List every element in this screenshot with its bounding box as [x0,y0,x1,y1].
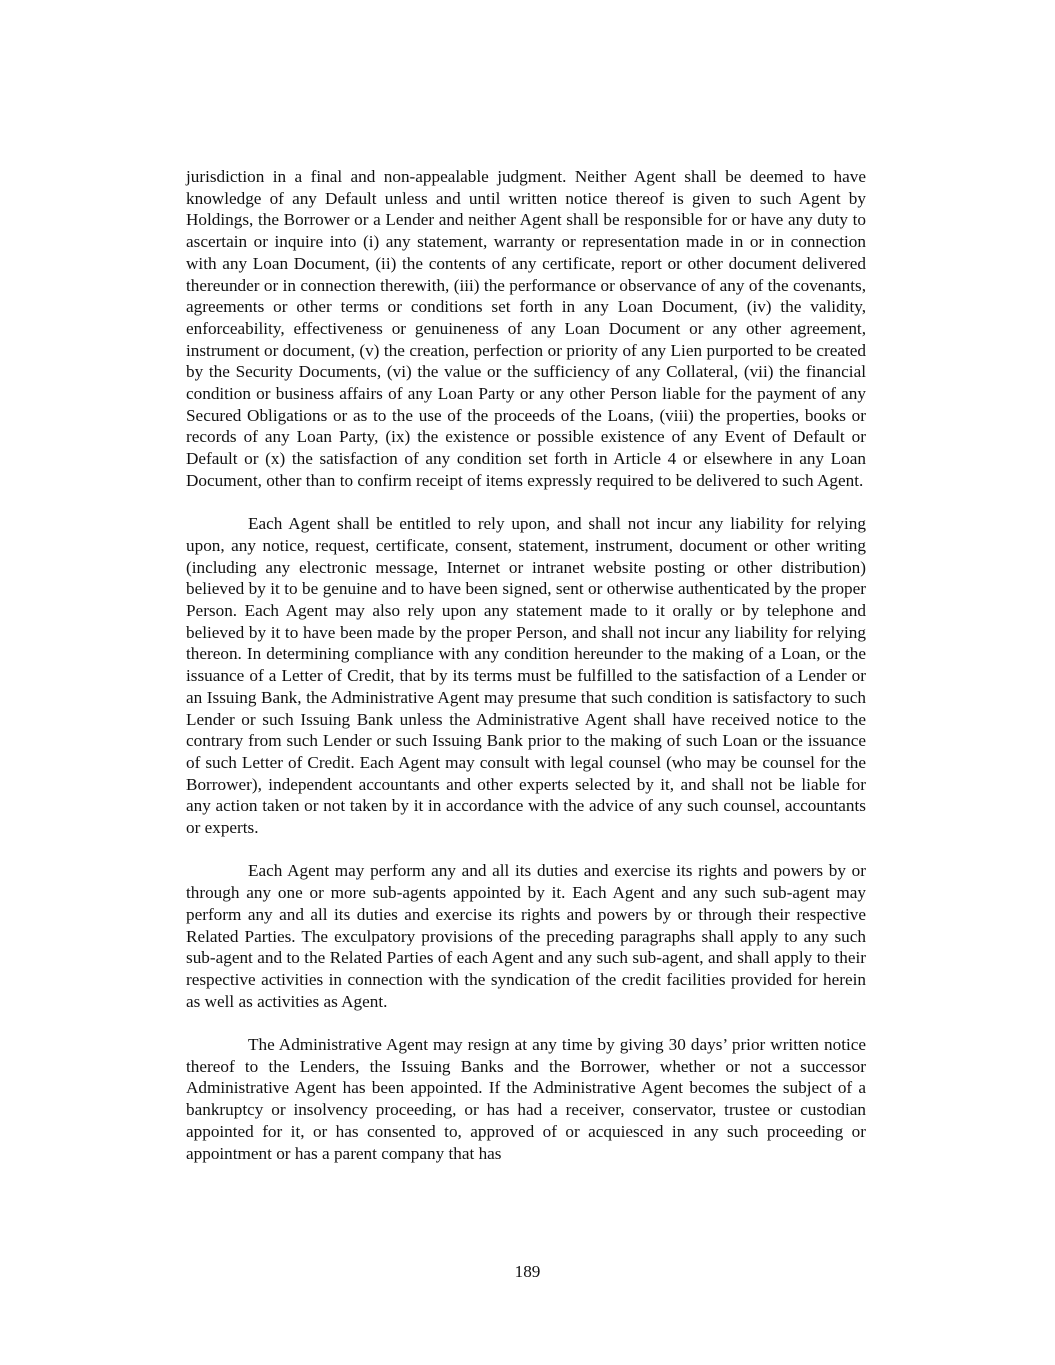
paragraph-continuation: jurisdiction in a final and non-appealable judgment. Neither Agent shall be deemed to have knowledge of any Default unless and until written notice thereof is given to such Agent by Holdings, the Borrower or a Lender and neither Agent shall be responsible for or have any duty to ascertain or inquire into (i) any statement, warranty or representation made in or in connection with any Loan Document, (ii) the contents of any certificate, report or other document delivered thereunder or in connection therewith, (iii) the performance or observance of any of the covenants, agreements or other terms or conditions set forth in any Loan Document, (iv) the validity, enforceability, effectiveness or genuineness of any Loan Document or any other agreement, instrument or document, (v) the creation, perfection or priority of any Lien purported to be created by the Security Documents, (vi) the value or the sufficiency of any Collateral, (vii) the financial condition or business affairs of any Loan Party or any other Person liable for the payment of any Secured Obligations or as to the use of the proceeds of the Loans, (viii) the properties, books or records of any Loan Party, (ix) the existence or possible existence of any Event of Default or Default or (x) the satisfaction of any condition set forth in Article 4 or elsewhere in any Loan Document, other than to confirm receipt of items expressly required to be delivered to such Agent. [186,167,866,490]
page-number: 189 [514,1262,541,1281]
paragraph-reliance: Each Agent shall be entitled to rely upon, and shall not incur any liability for relying upon, any notice, request, certificate, consent, statement, instrument, document or other writing (including any electronic message, Internet or intranet website posting or other distribution) believed by it to be genuine and to have been signed, sent or otherwise authenticated by the proper Person. Each Agent may also rely upon any statement made to it orally or by telephone and believed by it to have been made by the proper Person, and shall not incur any liability for relying thereon. In determining compliance with any condition hereunder to the making of a Loan, or the issuance of a Letter of Credit, that by its terms must be fulfilled to the satisfaction of a Lender or an Issuing Bank, the Administrative Agent may presume that such condition is satisfactory to such Lender or such Issuing Bank unless the Administrative Agent shall have received notice to the contrary from such Lender or such Issuing Bank prior to the making of such Loan or the issuance of such Letter of Credit. Each Agent may consult with legal counsel (who may be counsel for the Borrower), independent accountants and other experts selected by it, and shall not be liable for any action taken or not taken by it in accordance with the advice of any such counsel, accountants or experts. [186,514,866,838]
document-body [186,166,866,1186]
paragraph-resignation: The Administrative Agent may resign at any time by giving 30 days’ prior written notice thereof to the Lenders, the Issuing Banks and the Borrower, whether or not a successor Administrative Agent has been appointed. If the Administrative Agent becomes the subject of a bankruptcy or insolvency proceeding, or has had a receiver, conservator, trustee or custodian appointed for it, or has consented to, approved of or acquiesced in any such proceeding or appointment or has a parent company that has [186,1035,866,1163]
paragraph-sub-agents: Each Agent may perform any and all its duties and exercise its rights and powers by or through any one or more sub-agents appointed by it. Each Agent and any such sub-agent may perform any and all its duties and exercise its rights and powers by or through their respective Related Parties. The exculpatory provisions of the preceding paragraphs shall apply to any such sub-agent and to the Related Parties of each Agent and any such sub-agent, and shall apply to their respective activities in connection with the syndication of the credit facilities provided for herein as well as activities as Agent. [186,861,866,1011]
